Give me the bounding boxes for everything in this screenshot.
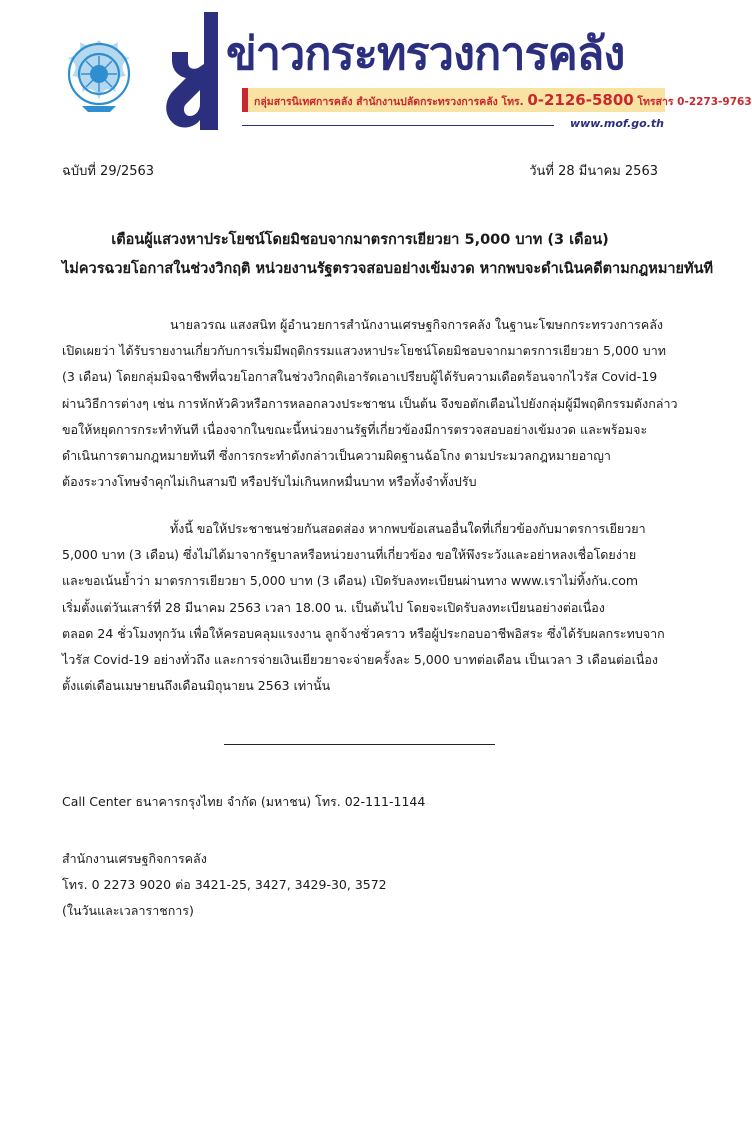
paragraph-line: นายลวรณ แสงสนิท ผู้อำนวยการสำนักงานเศรษฐกิจการคลัง ในฐานะโฆษกกระทรวงการคลัง (170, 317, 663, 332)
masthead-contact-text (254, 88, 752, 112)
masthead (0, 0, 752, 148)
headline-line-2: ไม่ควรฉวยโอกาสในช่วงวิกฤติ หน่วยงานรัฐตรวจสอบอย่างเข้มงวด หากพบจะดำเนินคดีตามกฎหมายทันที (62, 261, 714, 277)
paragraph-line: ตลอด 24 ชั่วโมงทุกวัน เพื่อให้ครอบคลุมแรงงาน ลูกจ้างชั่วคราว หรือผู้ประกอบอาชีพอิสระ ซึ่งได้รับผลกระทบจาก (62, 625, 665, 641)
paragraph-line: 5,000 บาท (3 เดือน) ซึ่งไม่ได้มาจากรัฐบาลหรือหน่วยงานที่เกี่ยวข้อง ขอให้พึงระวังและอย่าหลงเชื่อโดยง่าย (62, 547, 637, 563)
office-phone: 0-2126-5800 (527, 91, 634, 109)
headline-line-1: เตือนผู้แสวงหาประโยชน์โดยมิชอบจากมาตรการเยียวยา 5,000 บาท (3 เดือน) (111, 232, 609, 248)
office-name: สำนักงานเศรษฐกิจการคลัง (62, 851, 207, 866)
paragraph-line: เริ่มตั้งแต่วันเสาร์ที่ 28 มีนาคม 2563 เวลา 18.00 น. เป็นต้นไป โดยจะเปิดรับลงทะเบียนอย่างต่อเนื่อง (62, 599, 605, 615)
masthead-contact-band (242, 88, 752, 112)
section-divider (224, 744, 495, 745)
headline (62, 226, 714, 284)
office-hours: (ในวันและเวลาราชการ) (62, 903, 194, 918)
office-fax: โทรสาร 0-2273-9763 (637, 96, 752, 108)
office-label: กลุ่มสารนิเทศการคลัง สำนักงานปลัดกระทรวงการคลัง โทร. (254, 96, 524, 108)
website-url: www.mof.go.th (569, 117, 664, 130)
paragraph-line: ดำเนินการตามกฎหมายทันที ซึ่งการกระทำดังกล่าวเป็นความผิดฐานฉ้อโกง ตามประมวลกฎหมายอาญา (62, 448, 611, 464)
issue-number: ฉบับที่ 29/2563 (62, 164, 155, 179)
ministry-emblem-icon (60, 34, 138, 114)
band-accent (242, 88, 248, 112)
paragraph-line: เปิดเผยว่า ได้รับรายงานเกี่ยวกับการเริ่มมีพฤติกรรมแสวงหาประโยชน์โดยมิชอบจากมาตรการเยียวยา 5,000 บาท (62, 343, 666, 359)
issue-date: วันที่ 28 มีนาคม 2563 (529, 164, 658, 179)
paragraph-line: ทั้งนี้ ขอให้ประชาชนช่วยกันสอดส่อง หากพบข้อเสนออื่นใดที่เกี่ยวข้องกับมาตรการเยียวยา (170, 521, 646, 536)
body-paragraph-2 (62, 516, 665, 699)
paragraph-line: ตั้งแต่เดือนเมษายนถึงเดือนมิถุนายน 2563 เท่านั้น (62, 678, 331, 694)
paragraph-line: ไวรัส Covid-19 อย่างทั่วถึง และการจ่ายเงินเยียวยาจะจ่ายครั้งละ 5,000 บาทต่อเดือน เป็นเวลา 3 เดือนต่อเนื่อง (62, 652, 658, 668)
body-paragraph-1 (62, 312, 678, 495)
masthead-title: ข่าวกระทรวงการคลัง (226, 27, 625, 80)
issue-meta (62, 160, 658, 184)
masthead-rule (242, 125, 554, 126)
call-center-line: Call Center ธนาคารกรุงไทย จำกัด (มหาชน) โทร. 02-111-1144 (62, 794, 426, 809)
paragraph-line: ผ่านวิธีการต่างๆ เช่น การหักหัวคิวหรือการหลอกลวงประชาชน เป็นต้น จึงขอตักเตือนไปยังกลุ่มผู้มีพฤติกรรมดังกล่าว (62, 395, 678, 411)
office-contact (62, 846, 658, 924)
paragraph-line: ขอให้หยุดการกระทำทันที เนื่องจากในขณะนี้หน่วยงานรัฐที่เกี่ยวข้องมีการตรวจสอบอย่างเข้มงวด และพร้อมจะ (62, 421, 648, 437)
paragraph-line: ต้องระวางโทษจำคุกไม่เกินสามปี หรือปรับไม่เกินหกหมื่นบาท หรือทั้งจำทั้งปรับ (62, 474, 477, 490)
office-phone-numbers: โทร. 0 2273 9020 ต่อ 3421-25, 3427, 3429-30, 3572 (62, 877, 387, 892)
paragraph-line: (3 เดือน) โดยกลุ่มมิจฉาชีพที่ฉวยโอกาสในช่วงวิกฤติเอารัดเอาเปรียบผู้ได้รับความเดือดร้อนจากไวรัส Covid-19 (62, 369, 658, 385)
paragraph-line: และขอเน้นย้ำว่า มาตรการเยียวยา 5,000 บาท (3 เดือน) เปิดรับลงทะเบียนผ่านทาง www.เราไม่ทิ้งกัน.com (62, 573, 639, 589)
masthead-letter-graphic (160, 12, 224, 130)
